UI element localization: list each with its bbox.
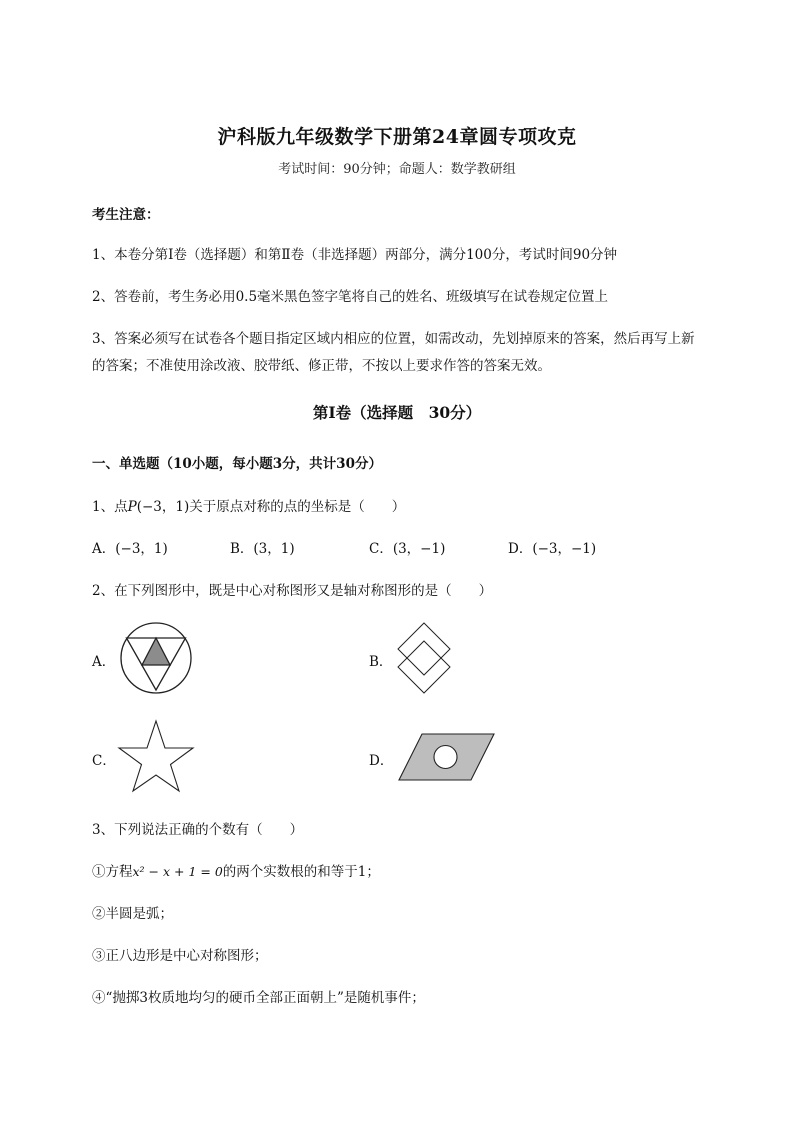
q2-label-a[interactable]: A． [92, 654, 116, 670]
q2-figure-d [398, 733, 495, 781]
lower-square-shape [398, 641, 450, 693]
q3-s1-prefix: ①方程 [92, 864, 133, 880]
q1-rest: (−3，1)关于原点对称的点的坐标是（ ） [136, 499, 406, 515]
question-1 [92, 495, 405, 515]
section-heading: 一、单选题（10小题，每小题3分，共计30分） [92, 456, 382, 472]
star-shape [119, 721, 193, 791]
q2-label-c[interactable]: C． [92, 753, 116, 769]
q1-option-c[interactable]: C．(3，−1) [369, 541, 446, 557]
page-subtitle: 考试时间：90分钟；命题人：数学教研组 [278, 162, 516, 177]
notice-item-3-cont: 的答案；不准使用涂改液、胶带纸、修正带，不按以上要求作答的答案无效。 [92, 358, 551, 374]
q1-option-a[interactable]: A．(−3，1) [92, 541, 168, 557]
q3-statement-3: ③正八边形是中心对称图形； [92, 948, 268, 964]
q2-figure-b [396, 622, 452, 694]
part-title: 第I卷（选择题 30分） [312, 403, 482, 422]
q2-label-d[interactable]: D． [369, 753, 394, 769]
upper-square-shape [398, 623, 450, 675]
q2-figure-c [118, 720, 194, 792]
q1-option-b[interactable]: B．(3，1) [230, 541, 295, 557]
q3-s1-suffix: 的两个实数根的和等于1； [222, 864, 380, 880]
question-3: 3、下列说法正确的个数有（ ） [92, 822, 304, 838]
q1-option-d[interactable]: D．(−3，−1) [508, 541, 597, 557]
hole-circle-shape [434, 746, 457, 769]
page-title: 沪科版九年级数学下册第24章圆专项攻克 [217, 126, 577, 148]
notice-item-1: 1、本卷分第I卷（选择题）和第Ⅱ卷（非选择题）两部分，满分100分，考试时间90分钟 [92, 247, 618, 263]
notice-item-3: 3、答案必须写在试卷各个题目指定区域内相应的位置，如需改动，先划掉原来的答案，然后再写上新 [92, 331, 695, 347]
q1-point-var: P [127, 499, 137, 515]
q3-equation: x² − x + 1 = 0 [132, 864, 223, 879]
q2-figure-a [118, 620, 194, 696]
q3-statement-2: ②半圆是弧； [92, 906, 173, 922]
question-2: 2、在下列图形中，既是中心对称图形又是轴对称图形的是（ ） [92, 583, 493, 599]
notice-item-2: 2、答卷前，考生务必用0.5毫米黑色签字笔将自己的姓名、班级填写在试卷规定位置上 [92, 289, 609, 305]
q3-statement-4: ④“抛掷3枚质地均匀的硬币全部正面朝上”是随机事件； [92, 990, 425, 1006]
notice-heading: 考生注意： [92, 207, 160, 223]
q1-prefix: 1、点 [92, 499, 128, 515]
q3-statement-1 [92, 860, 380, 880]
q2-label-b[interactable]: B． [369, 654, 393, 670]
